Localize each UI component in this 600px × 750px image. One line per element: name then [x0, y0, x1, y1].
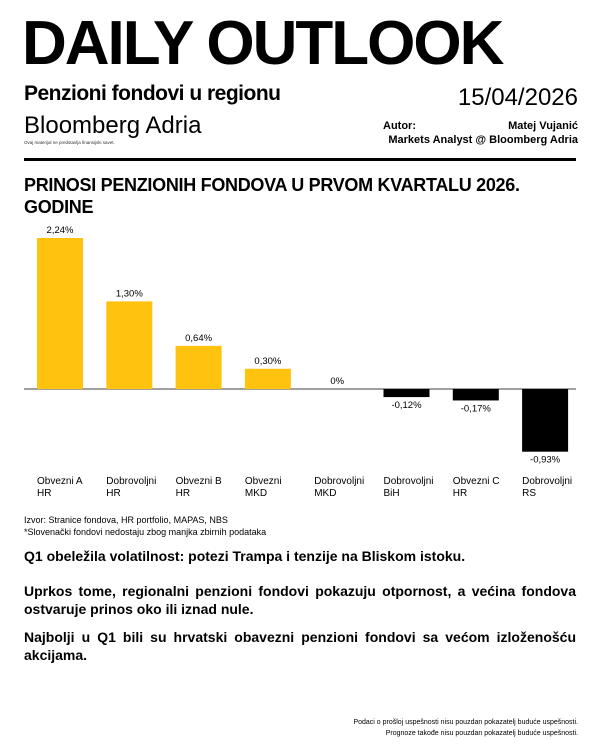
footer-disclaimer-2: Prognoze takođe nisu pouzdan pokazatelj buduće uspešnosti. — [385, 730, 578, 737]
category-label-7-1: RS — [522, 488, 537, 499]
category-label-5-1: BiH — [383, 488, 400, 499]
bar-1 — [106, 301, 152, 389]
category-label-4-0: Dobrovoljni — [314, 476, 365, 487]
data-label-3: 0,30% — [254, 355, 282, 367]
paragraph-2: Uprkos tome, regionalni penzioni fondovi pokazuju otpornost, a većina fondova ostvaruje prinos oko ili iznad nule. — [24, 583, 576, 617]
bar-0 — [37, 238, 83, 389]
page-title: DAILY OUTLOOK — [22, 9, 503, 78]
category-label-2-0: Obvezni B — [175, 476, 222, 487]
paragraph-1: Q1 obeležila volatilnost: potezi Trampa i tenzije na Bliskom istoku. — [24, 548, 466, 564]
paragraph-3: Najbolji u Q1 bili su hrvatski obavezni penzioni fondovi sa većom izloženošću akcijama. — [24, 629, 576, 663]
category-label-0-0: Obvezni A — [37, 476, 83, 487]
data-label-4: 0% — [330, 376, 345, 387]
chart-source: Izvor: Stranice fondova, HR portfolio, MAPAS, NBS — [24, 515, 228, 525]
category-label-0-1: HR — [37, 488, 52, 499]
bar-2 — [176, 346, 222, 389]
chart-title: PRINOSI PENZIONIH FONDOVA U PRVOM KVARTALU 2026. GODINE — [24, 175, 520, 217]
data-label-2: 0,64% — [185, 332, 213, 344]
data-label-0: 2,24% — [46, 225, 74, 236]
category-label-2-1: HR — [175, 488, 191, 499]
report-subtitle: Penzioni fondovi u regionu — [24, 82, 281, 105]
category-label-5-0: Dobrovoljni — [383, 476, 434, 487]
author-name: Matej Vujanić — [508, 120, 578, 132]
bar-3 — [245, 369, 291, 389]
category-label-1-0: Dobrovoljni — [106, 476, 157, 487]
brand-name: Bloomberg Adria — [24, 112, 202, 139]
author-role: Markets Analyst @ Bloomberg Adria — [388, 134, 578, 146]
author-label: Autor: — [383, 120, 416, 132]
data-label-6: -0,17% — [460, 403, 491, 415]
category-label-6-0: Obvezni C — [452, 476, 500, 487]
footer-disclaimer-1: Podaci o prošloj uspešnosti nisu pouzdan pokazatelj buduće uspešnosti. — [353, 719, 578, 726]
data-label-7: -0,93% — [530, 454, 561, 466]
category-label-4-1: MKD — [314, 488, 337, 499]
category-label-3-0: Obvezni — [244, 476, 282, 487]
category-label-7-0: Dobrovoljni — [522, 476, 573, 487]
category-label-3-1: MKD — [244, 488, 268, 499]
disclaimer: Ovaj materijal ne predstavlja finansijski savet. — [24, 140, 115, 145]
category-label-1-1: HR — [106, 488, 121, 499]
bar-6 — [453, 389, 499, 400]
category-label-6-1: HR — [452, 488, 468, 499]
bar-7 — [522, 389, 568, 452]
data-label-5: -0,12% — [391, 400, 422, 412]
chart-footnote: *Slovenački fondovi nedostaju zbog manjka zbirnih podataka — [24, 527, 267, 537]
data-label-1: 1,30% — [115, 288, 143, 300]
report-date: 15/04/2026 — [457, 84, 578, 111]
bar-5 — [384, 389, 430, 397]
